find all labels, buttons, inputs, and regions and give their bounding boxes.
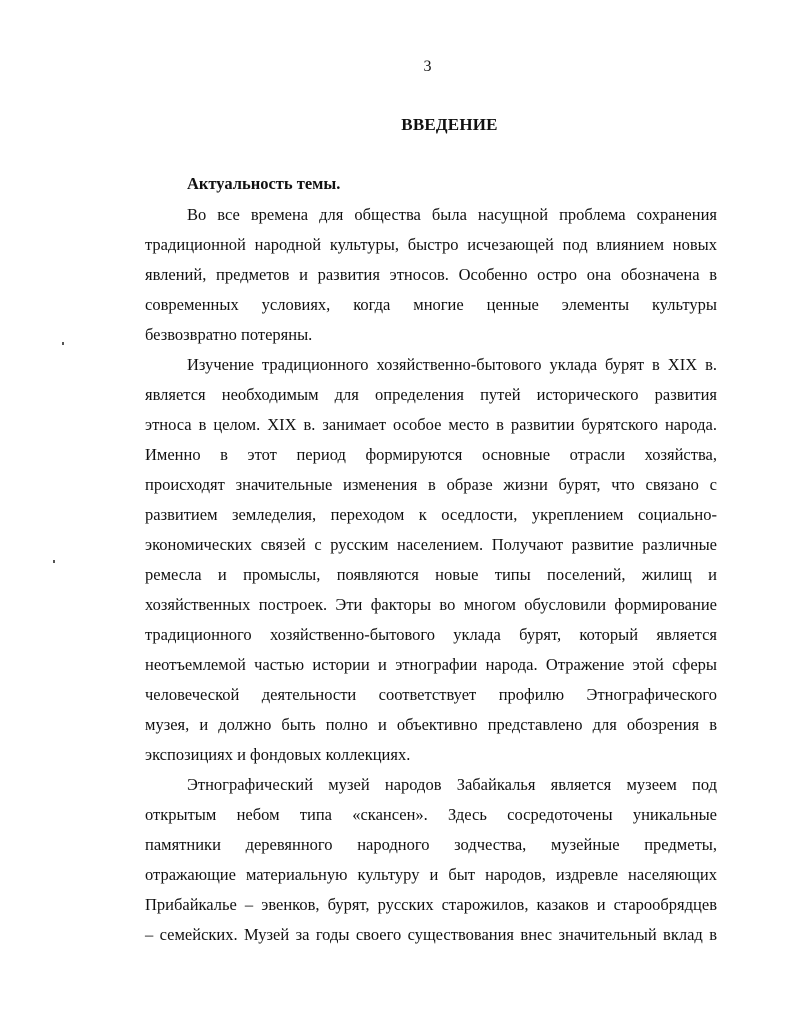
scan-speck — [62, 342, 64, 345]
text-line: экспозициях и фондовых коллекциях. — [145, 745, 411, 764]
section-heading: ВВЕДЕНИЕ — [401, 115, 498, 134]
text-line: – семейских. Музей за годы своего существования внес значительный вклад в — [145, 925, 717, 944]
text-line: музея, и должно быть полно и объективно представлено для обозрения в — [145, 715, 717, 734]
text-line: хозяйственных построек. Эти факторы во многом обусловили формирование — [145, 595, 717, 614]
text-line: Этнографический музей народов Забайкалья является музеем под — [187, 775, 717, 794]
text-line: развитием земледелия, переходом к оседлости, укреплением социально- — [145, 505, 717, 524]
subsection-heading: Актуальность темы. — [187, 174, 341, 193]
text-line: открытым небом типа «скансен». Здесь сосредоточены уникальные — [145, 805, 717, 824]
text-line: Во все времена для общества была насущной проблема сохранения — [187, 205, 717, 224]
text-line: традиционной народной культуры, быстро исчезающей под влиянием новых — [145, 235, 717, 254]
text-line: экономических связей с русским населением. Получают развитие различные — [145, 535, 717, 554]
text-line: человеческой деятельности соответствует профилю Этнографического — [145, 685, 717, 704]
text-line: безвозвратно потеряны. — [145, 325, 313, 344]
text-line: неотъемлемой частью истории и этнографии народа. Отражение этой сферы — [145, 655, 717, 674]
text-line: отражающие материальную культуру и быт народов, издревле населяющих — [145, 865, 717, 884]
text-line: этноса в целом. XIX в. занимает особое место в развитии бурятского народа. — [145, 415, 717, 434]
text-line: памятники деревянного народного зодчества, музейные предметы, — [145, 835, 717, 854]
text-line: Прибайкалье – эвенков, бурят, русских старожилов, казаков и старообрядцев — [145, 895, 717, 914]
scan-speck — [53, 560, 55, 563]
text-line: Изучение традиционного хозяйственно-бытового уклада бурят в XIX в. — [187, 355, 717, 374]
text-line: явлений, предметов и развития этносов. Особенно остро она обозначена в — [145, 265, 717, 284]
page-number: 3 — [423, 58, 432, 75]
text-line: Именно в этот период формируются основные отрасли хозяйства, — [145, 445, 717, 464]
text-line: современных условиях, когда многие ценные элементы культуры — [145, 295, 717, 314]
text-line: традиционного хозяйственно-бытового уклада бурят, который является — [145, 625, 717, 644]
text-line: является необходимым для определения путей исторического развития — [145, 385, 717, 404]
text-line: ремесла и промыслы, появляются новые типы поселений, жилищ и — [145, 565, 717, 584]
text-line: происходят значительные изменения в образе жизни бурят, что связано с — [145, 475, 717, 494]
